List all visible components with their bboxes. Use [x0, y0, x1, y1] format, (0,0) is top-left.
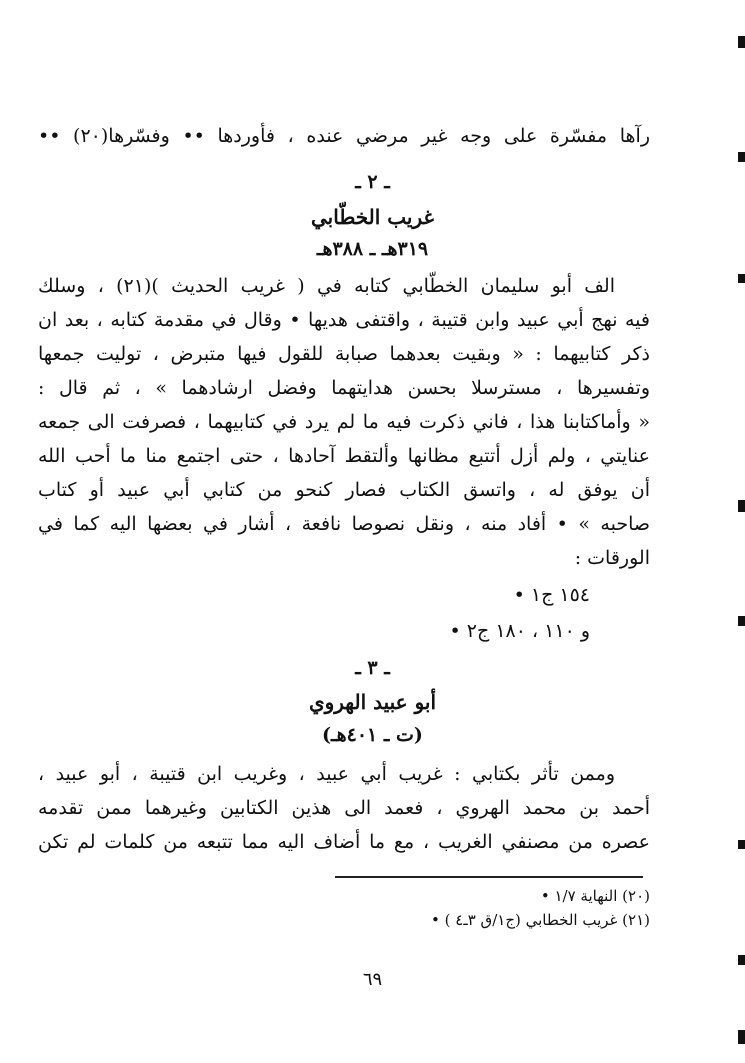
body-line: وممن تأثر بكتابي : غريب أبي عبيد ، وغريب ابن قتيبة ، أبو عبيد ، [38, 763, 615, 785]
section-number: ـ ٣ ـ [355, 657, 390, 679]
reference-line: ١٥٤ ج١ • [513, 584, 590, 606]
scan-edge-mark [738, 500, 745, 512]
body-line: الورقات : [574, 547, 650, 569]
footnote: (٢١) غريب الخطابي (ج١/ق ٣ـ٤ ) • [431, 911, 650, 929]
body-line: رآها مفسّرة على وجه غير مرضي عنده ، فأوردها •• وفسّرها(٢٠) •• [38, 125, 650, 147]
body-line: أن يوفق له ، واتسق الكتاب فصار كنحو من كتابي أبي عبيد أو كتاب [38, 479, 650, 501]
body-line: صاحبه » • أفاد منه ، ونقل نصوصا نافعة ، أشار في بعضها اليه كما في [38, 513, 650, 535]
scan-edge-mark [738, 36, 745, 48]
footnote: (٢٠) النهاية ١/٧ • [540, 887, 650, 905]
body-line: عنايتي ، ولم أزل أتتبع مظانها وألتقط آحادها ، حتى اجتمع منا ما أحب الله [38, 445, 650, 467]
scan-edge-mark [738, 1030, 745, 1044]
scan-edge-mark [738, 616, 745, 626]
scan-edge-mark [738, 152, 745, 162]
section-title: أبو عبيد الهروي [308, 690, 437, 714]
footnote-divider [335, 876, 643, 878]
body-line: الف أبو سليمان الخطّابي كتابه في ( غريب الحديث )(٢١) ، وسلك [38, 275, 615, 297]
body-line: فيه نهج أبي عبيد وابن قتيبة ، واقتفى هديها • وقال في مقدمة كتابه ، بعد ان [38, 309, 650, 331]
body-line: « وأماكتابنا هذا ، فاني ذكرت فيه ما لم يرد في كتابيهما ، فصرفت الى جمعه [38, 411, 650, 433]
page-number: ٦٩ [362, 969, 383, 990]
section-number: ـ ٢ ـ [355, 171, 390, 193]
body-line: أحمد بن محمد الهروي ، فعمد الى هذين الكتابين وغيرهما ممن تقدمه [38, 797, 650, 819]
body-line: وتفسيرها ، مسترسلا بحسن هدايتهما وفضل ارشادهما » ، ثم قال : [38, 377, 650, 399]
reference-line: و ١١٠ ، ١٨٠ ج٢ • [449, 620, 590, 642]
section-dates: ٣١٩هـ ـ ٣٨٨هـ [316, 238, 429, 260]
scan-edge-mark [738, 274, 745, 283]
section-title: غريب الخطّابي [311, 205, 434, 229]
body-line: ذكر كتابيهما : « وبقيت بعدهما صبابة للقول فيها متبرض ، توليت جمعها [38, 343, 650, 365]
section-dates: (ت ـ ٤٠١هـ) [322, 724, 423, 746]
scan-edge-mark [738, 840, 745, 849]
body-line: عصره من مصنفي الغريب ، مع ما أضاف اليه مما تتبعه من كلمات لم تكن [38, 831, 650, 853]
scan-edge-mark [738, 955, 745, 965]
